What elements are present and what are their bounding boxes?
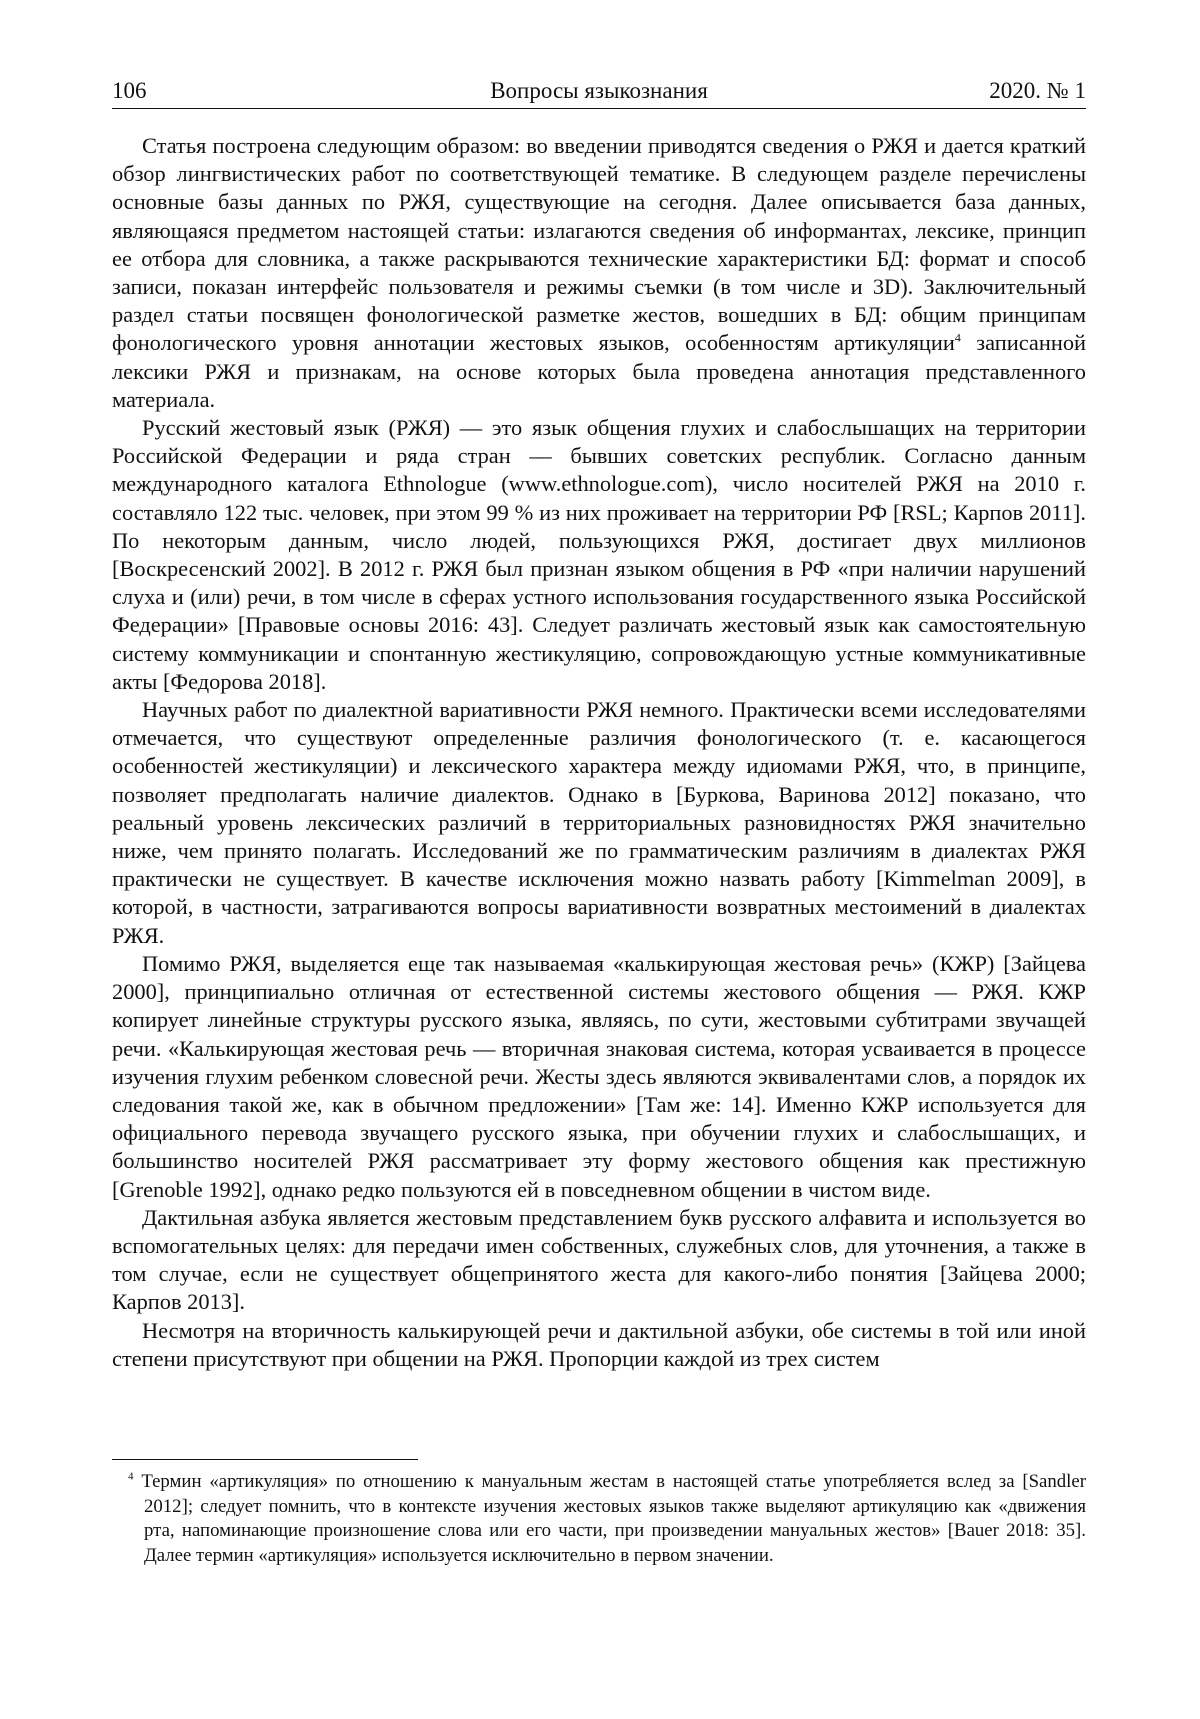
- paragraph-fingerspelling: Дактильная азбука является жестовым представлением букв русского алфавита и используется во вспомогательных целях: для передачи имен собственных, служебных слов, для уточнения, а также в том случае, если не существует общепринятого жеста для какого-либо понятия [Зайцева 2000; Карпов 2013].: [112, 1204, 1086, 1315]
- paragraph-rsl-definition: Русский жестовый язык (РЖЯ) — это язык общения глухих и слабослышащих на территории Российской Федерации и ряда стран — бывших советских республик. Согласно данным международного каталога Ethnologue (www.ethnologue.com), число носителей РЖЯ на 2010 г. составляло 122 тыс. человек, при этом 99 % из них проживает на территории РФ [RSL; Карпов 2011]. По некоторым данным, число людей, пользующихся РЖЯ, достигает двух миллионов [Воскресенский 2002]. В 2012 г. РЖЯ был признан языком общения в РФ «при наличии нарушений слуха и (или) речи, в том числе в сферах устного использования государственного языка Российской Федерации» [Правовые основы 2016: 43]. Следует различать жестовый язык как самостоятельную систему коммуникации и спонтанную жестикуляцию, сопровождающую устные коммуникативные акты [Федорова 2018].: [112, 415, 1086, 694]
- paragraph-proportions: Несмотря на вторичность калькирующей речи и дактильной азбуки, обе системы в той или иной степени присутствуют при общении на РЖЯ. Пропорции каждой из трех систем: [112, 1317, 1086, 1371]
- paragraph-calque-signing: Помимо РЖЯ, выделяется еще так называемая «калькирующая жестовая речь» (КЖР) [Зайцева 2000], принципиально отличная от естественной системы жестового общения — РЖЯ. КЖР копирует линейные структуры русского языка, являясь, по сути, жестовыми субтитрами звучащей речи. «Калькирующая жестовая речь — вторичная знаковая система, которая усваивается в процессе изучения глухим ребенком словесной речи. Жесты здесь являются эквивалентами слов, а порядок их следования такой же, как в обычном предложении» [Там же: 14]. Именно КЖР используется для официального перевода звучащего русского языка, при обучении глухих и слабослышащих, и большинство носителей РЖЯ рассматривает эту форму жестового общения как престижную [Grenoble 1992], однако редко пользуются ей в повседневном общении в чистом виде.: [112, 950, 1086, 1202]
- footnote-rule: [112, 1459, 418, 1460]
- issue-number: 2020. № 1: [989, 78, 1086, 103]
- paragraph-structure: [112, 132, 1086, 414]
- footnote-reference[interactable]: 4: [954, 330, 961, 345]
- footnote-4: [112, 1470, 1086, 1568]
- footnote-marker: 4: [128, 1470, 134, 1483]
- paragraph-dialect-variation: Научных работ по диалектной вариативности РЖЯ немного. Практически всеми исследователями отмечается, что существуют определенные различия фонологического (т. е. касающегося особенностей жестикуляции) и лексического характера между идиомами РЖЯ, что, в принципе, позволяет предполагать наличие диалектов. Однако в [Буркова, Варинова 2012] показано, что реальный уровень лексических различий в территориальных разновидностях РЖЯ значительно ниже, чем принято полагать. Исследований же по грамматическим различиям в диалектах РЖЯ практически не существует. В качестве исключения можно назвать работу [Kimmelman 2009], в которой, в частности, затрагиваются вопросы вариативности возвратных местоимений в диалектах РЖЯ.: [112, 697, 1086, 948]
- running-head: [112, 74, 1086, 104]
- journal-title: Вопросы языкознания: [490, 78, 708, 103]
- paragraph-structure-text-b: записанной лексики РЖЯ и признакам, на основе которых была проведена аннотация представленного материала.: [112, 330, 1086, 412]
- header-rule: [112, 108, 1086, 109]
- footnote-text: Термин «артикуляция» по отношению к мануальным жестам в настоящей статье употребляется вслед за [Sandler 2012]; следует помнить, что в контексте изучения жестовых языков также выделяют артикуляцию как «движения рта, напоминающие произношение слова или его части, при произведении мануальных жестов» [Bauer 2018: 35]. Далее термин «артикуляция» используется исключительно в первом значении.: [133, 1471, 1086, 1566]
- page-number: 106: [112, 78, 147, 103]
- paragraph-structure-text-a: Статья построена следующим образом: во введении приводятся сведения о РЖЯ и дается краткий обзор лингвистических работ по соответствующей тематике. В следующем разделе перечислены основные базы данных по РЖЯ, существующие на сегодня. Далее описывается база данных, являющаяся предметом настоящей статьи: излагаются сведения об информантах, лексике, принцип ее отбора для словника, а также раскрываются технические характеристики БД: формат и способ записи, показан интерфейс пользователя и режимы съемки (в том числе и 3D). Заключительный раздел статьи посвящен фонологической разметке жестов, вошедших в БД: общим принципам фонологического уровня аннотации жестовых языков, особенностям артикуляции: [112, 133, 1086, 356]
- footnote: [112, 1470, 1086, 1568]
- article-body: [112, 132, 1086, 1373]
